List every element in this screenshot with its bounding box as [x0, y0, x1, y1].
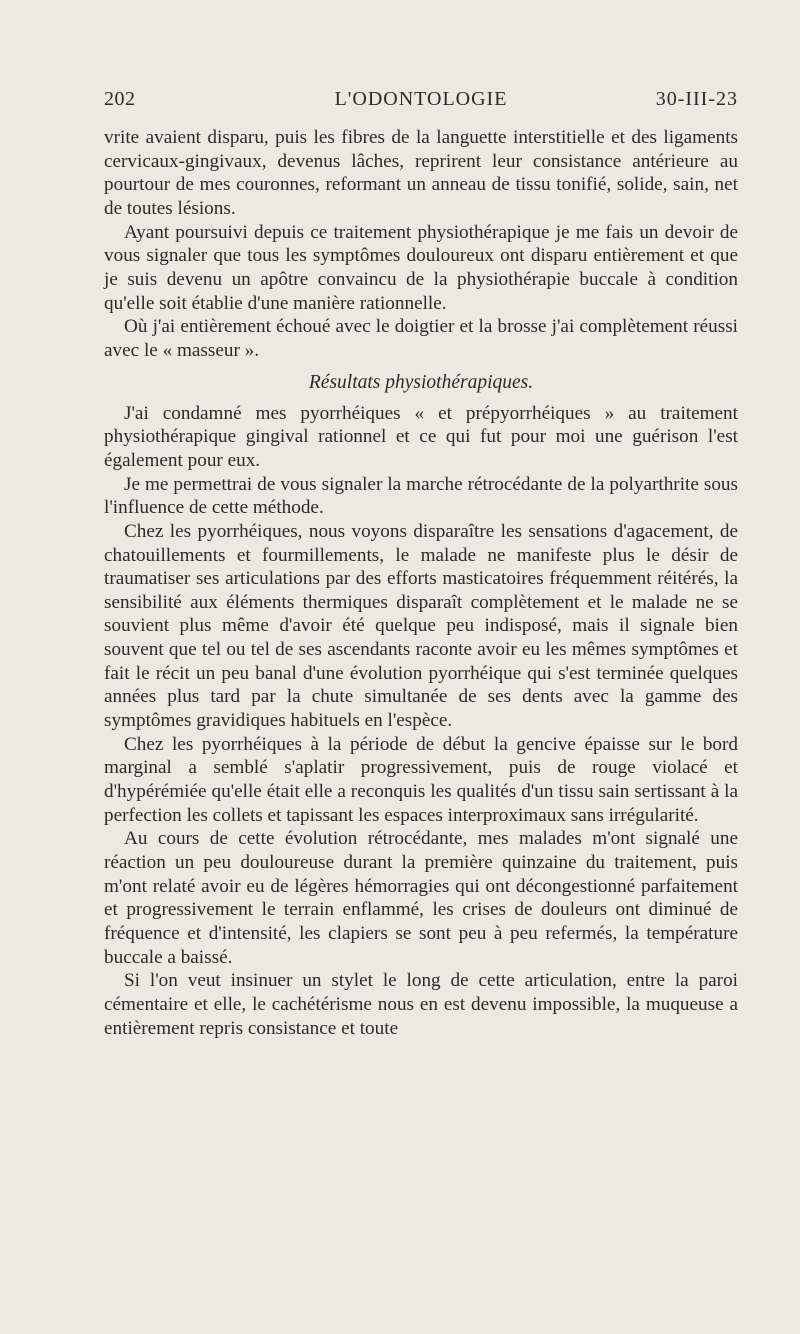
body-text	[104, 126, 738, 1040]
paragraph-7: Chez les pyorrhéiques à la période de début la gencive épaisse sur le bord marginal a semblé s'aplatir progressivement, puis de rouge violacé et d'hypérémiée qu'elle était elle a reconquis les qualités d'un tissu sain sertissant à la perfection les collets et tapissant les espaces interproximaux sans irrégularité.	[104, 733, 738, 826]
paragraph-9: Si l'on veut insinuer un stylet le long de cette articulation, entre la paroi cémentaire et elle, le cachétérisme nous en est devenu impossible, la muqueuse a entièrement repris consistance et toute	[104, 970, 738, 1039]
issue-date: 30-III-23	[655, 88, 738, 110]
paragraph-8: Au cours de cette évolution rétrocédante, mes malades m'ont signalé une réaction un peu douloureuse durant la première quinzaine du traitement, puis m'ont relaté avoir eu de légères hémorragies qui ont décongestionné parfaitement et progressivement le terrain enflammé, les crises de douleurs ont diminué de fréquence et d'intensité, les clapiers se sont peu à peu refermés, la température buccale a baissé.	[104, 828, 738, 968]
paragraph-5: Je me permettrai de vous signaler la marche rétrocédante de la polyarthrite sous l'influence de cette méthode.	[104, 473, 738, 519]
paragraph-4: J'ai condamné mes pyorrhéiques « et prépyorrhéiques » au traitement physiothérapique gingival rationnel et ce qui fut pour moi une guérison l'est également pour eux.	[104, 402, 738, 471]
paragraph-1: vrite avaient disparu, puis les fibres de la languette interstitielle et des ligaments cervicaux-gingivaux, devenus lâches, reprirent leur consistance antérieure au pourtour de mes couronnes, reformant un anneau de tissu tonifié, solide, sain, net de toutes lésions.	[104, 127, 738, 219]
paragraph-3: Où j'ai entièrement échoué avec le doigtier et la brosse j'ai complètement réussi avec le « masseur ».	[104, 316, 738, 361]
journal-title: L'ODONTOLOGIE	[334, 88, 508, 110]
paragraph-2: Ayant poursuivi depuis ce traitement physiothérapique je me fais un devoir de vous signaler que tous les symptômes douloureux ont disparu entièrement et que je suis devenu un apôtre convaincu de la physiothérapie buccale à condition qu'elle soit établie d'une manière rationnelle.	[104, 221, 738, 314]
page-number: 202	[104, 88, 136, 110]
section-heading: Résultats physiothérapiques.	[308, 371, 534, 393]
running-header	[104, 88, 738, 118]
paragraph-6: Chez les pyorrhéiques, nous voyons disparaître les sensations d'agacement, de chatouillements et fourmillements, le malade ne manifeste plus le désir de traumatiser ses articulations par des efforts masticatoires fréquemment réitérés, la sensibilité aux éléments thermiques disparaît complètement et le malade ne se souvient plus même d'avoir été quelque peu indisposé, mais il signale bien souvent que tel ou tel de ses ascendants raconte avoir eu les mêmes symptômes et fait le récit un peu banal d'une évolution pyorrhéique qui s'est terminée quelques années plus tard par la chute simultanée de ses dents avec la gamme des symptômes gravidiques habituels en l'espèce.	[104, 520, 738, 732]
